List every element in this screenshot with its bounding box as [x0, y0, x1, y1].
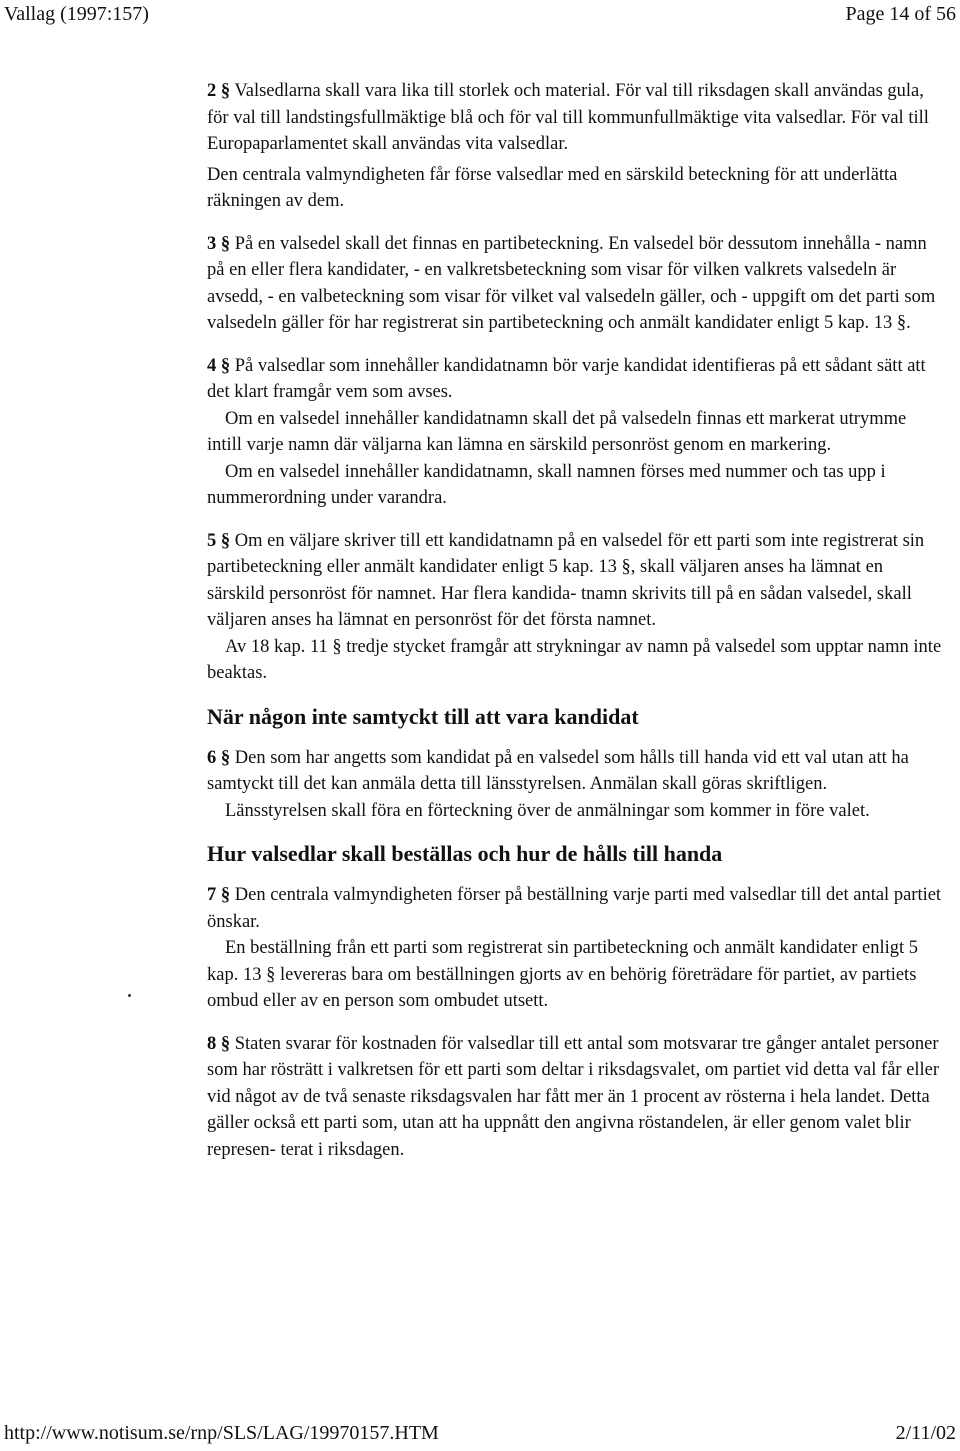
section-number: 3 §	[207, 233, 231, 254]
section-3	[207, 231, 942, 337]
section-8-paragraph-1: 8 § Staten svarar för kostnaden för valsedlar till ett antal som motsvarar tre gånger antalet personer som har rösträtt i valkretsen för ett parti som deltar i riksdagsvalet, om partiet vid detta val får eller vid något av de två senaste riksdagsvalen har fått mer än 1 procent av rösterna i hela landet. Detta gäller också ett parti som, utan att ha uppnått den angivna röstandelen, är eller genom valet blir represen- terat i riksdagen.	[207, 1033, 940, 1160]
section-2-paragraph-1: 2 § Valsedlarna skall vara lika till storlek och material. För val till riksdagen skall användas gula, för val till landstingsfullmäktige blå och för val till kommunfullmäktige vita valsedlar. För val till Europaparlamentet skall användas vita valsedlar.	[207, 81, 929, 154]
section-8	[207, 1031, 942, 1164]
section-number: 4 §	[207, 355, 231, 376]
section-number: 8 §	[207, 1033, 231, 1054]
page-number: Page 14 of 56	[845, 3, 956, 25]
section-7-paragraph-1: 7 § Den centrala valmyndigheten förser på beställning varje parti med valsedlar till det antal partiet önskar.	[207, 885, 942, 932]
scan-speck	[128, 994, 131, 997]
section-4-paragraph-1: 4 § På valsedlar som innehåller kandidatnamn bör varje kandidat identifieras på ett sådant sätt att det klart framgår vem som avses.	[207, 355, 926, 402]
section-6-paragraph-2: Länsstyrelsen skall föra en förteckning över de anmälningar som kommer in före valet.	[225, 800, 870, 821]
document-body	[207, 78, 942, 1179]
section-5	[207, 528, 942, 687]
section-7	[207, 882, 942, 1015]
page-header	[0, 2, 960, 26]
section-4-paragraph-3: Om en valsedel innehåller kandidatnamn, skall namnen förses med nummer och tas upp i nummerordning under varandra.	[207, 461, 886, 508]
section-number: 7 §	[207, 885, 231, 905]
section-number: 6 §	[207, 747, 231, 768]
section-3-paragraph-1: 3 § På en valsedel skall det finnas en partibeteckning. En valsedel bör dessutom innehålla - namn på en eller flera kandidater, - en valkretsbeteckning som visar för vilken valkrets valsedeln är avsedd, - en valbeteckning som visar för vilket val valsedeln gäller, och - uppgift om det parti som valsedeln gäller för har registrerat sin partibeteckning och anmält kandidater enligt 5 kap. 13 §.	[207, 233, 936, 333]
page-footer	[0, 1421, 960, 1445]
print-date: 2/11/02	[895, 1422, 956, 1444]
document-title: Vallag (1997:157)	[4, 3, 149, 25]
section-6	[207, 745, 942, 825]
section-2-paragraph-2: Den centrala valmyndigheten får förse valsedlar med en särskild beteckning för att underlätta räkningen av dem.	[207, 164, 898, 211]
section-number: 2 §	[207, 81, 231, 101]
section-5-paragraph-2: Av 18 kap. 11 § tredje stycket framgår att strykningar av namn på valsedel som upptar namn inte beaktas.	[207, 636, 942, 683]
source-url[interactable]: http://www.notisum.se/rnp/SLS/LAG/19970157.HTM	[4, 1422, 439, 1444]
heading-not-consented: När någon inte samtyckt till att vara kandidat	[207, 703, 639, 729]
section-number: 5 §	[207, 530, 231, 551]
section-2	[207, 78, 942, 215]
section-4	[207, 353, 942, 512]
heading-ordering-ballots: Hur valsedlar skall beställas och hur de hålls till handa	[207, 841, 723, 866]
section-6-paragraph-1: 6 § Den som har angetts som kandidat på en valsedel som hålls till handa vid ett val utan att ha samtyckt till det kan anmäla detta till länsstyrelsen. Anmälan skall göras skriftligen.	[207, 747, 909, 794]
section-7-paragraph-2: En beställning från ett parti som registrerat sin partibeteckning och anmält kandidater enligt 5 kap. 13 § levereras bara om beställningen gjorts av en behörig företrädare för partiet, av partiets ombud eller av en person som ombudet utsett.	[207, 938, 919, 1011]
section-4-paragraph-2: Om en valsedel innehåller kandidatnamn skall det på valsedeln finnas ett markerat utrymme intill varje namn där väljarna kan lämna en särskild personröst genom en markering.	[207, 408, 907, 455]
section-5-paragraph-1: 5 § Om en väljare skriver till ett kandidatnamn på en valsedel för ett parti som inte registrerat sin partibeteckning eller anmält kandidater enligt 5 kap. 13 §, skall väljaren anses ha lämnat en särskild personröst för namnet. Har flera kandida- tnamn skrivits till på en sådan valsedel, skall väljaren anses ha lämnat en personröst för det första namnet.	[207, 530, 925, 630]
